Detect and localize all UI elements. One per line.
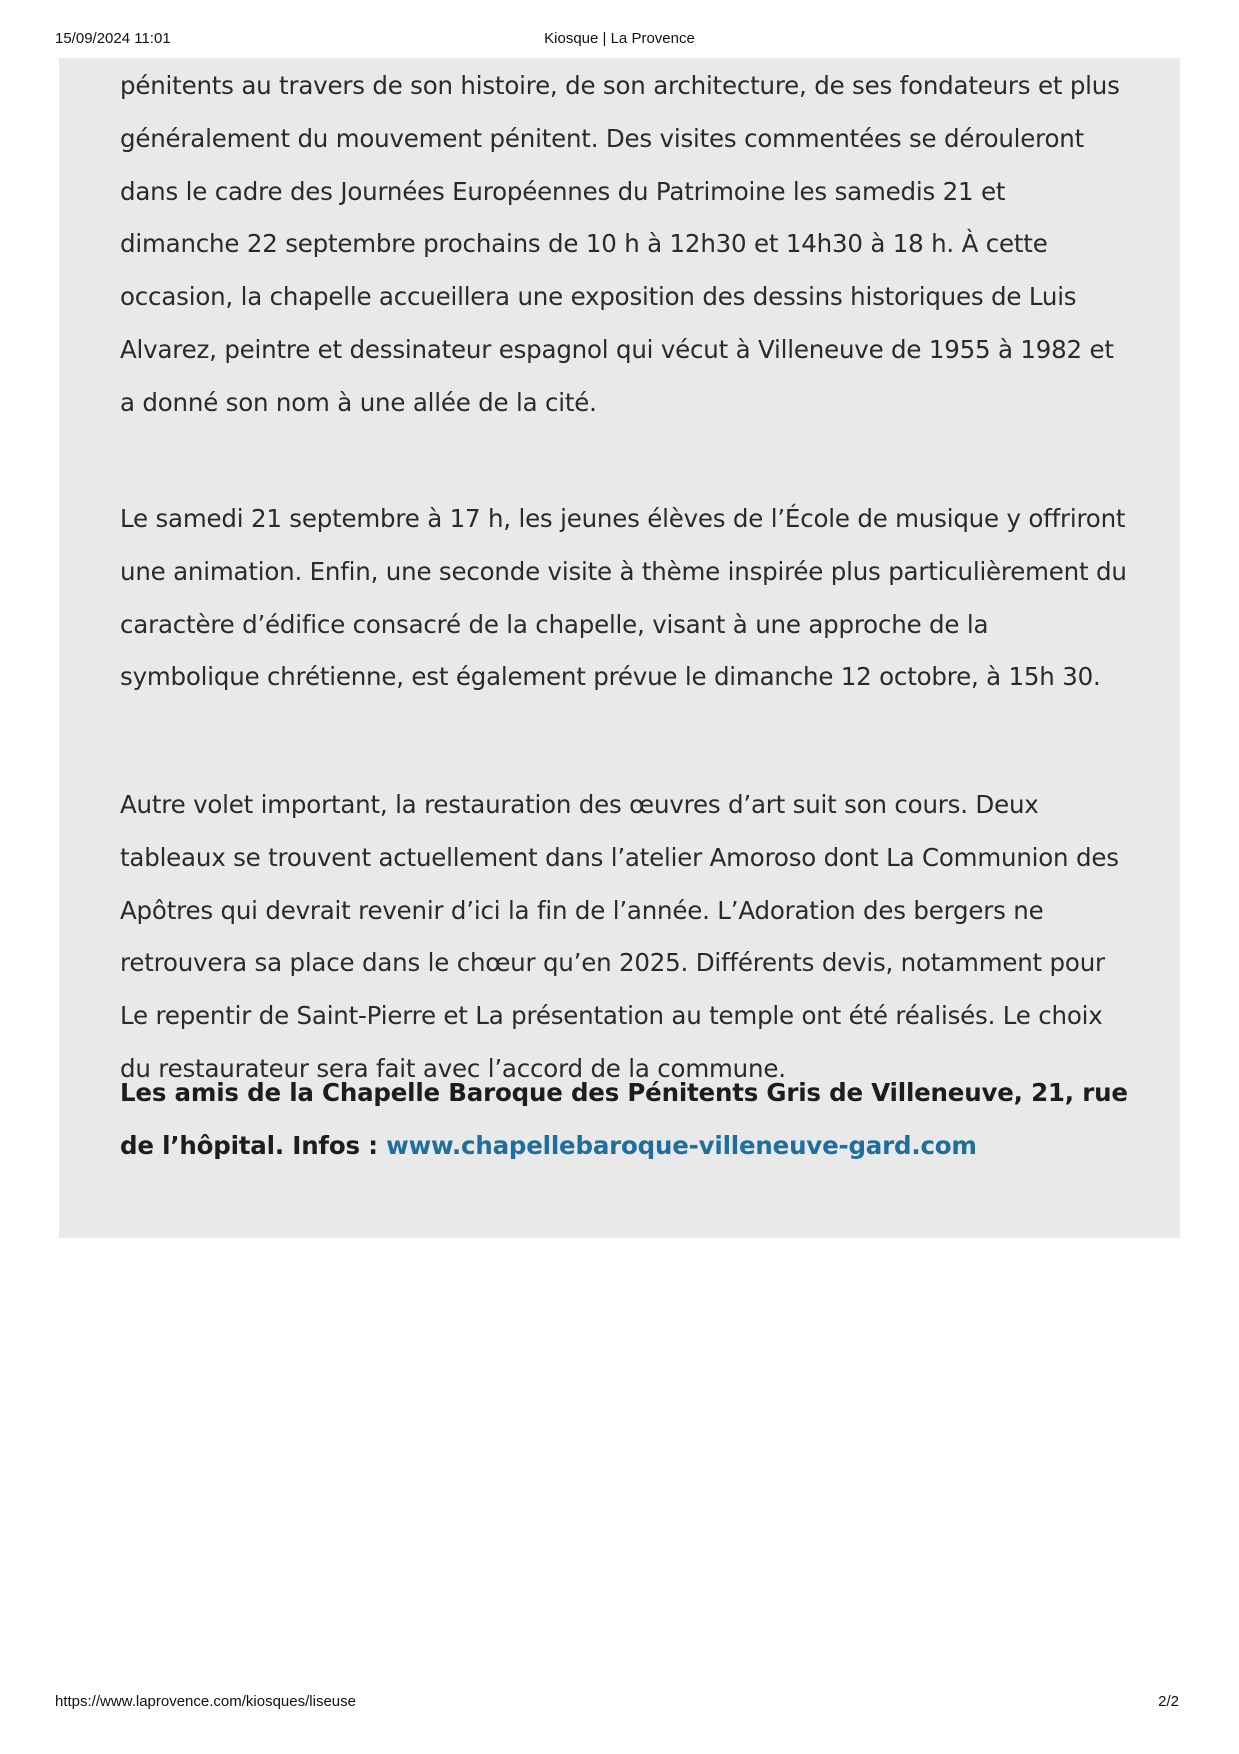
article-paragraph-1: pénitents au travers de son histoire, de son architecture, de ses fondateurs et plus généralement du mouvement pénitent. Des visites commentées se dérouleront dans le cadre des Journées Européennes du Patrimoine les samedis 21 et dimanche 22 septembre prochains de 10 h à 12h30 et 14h30 à 18 h. À cette occasion, la chapelle accueillera une exposition des dessins historiques de Luis Alvarez, peintre et dessinateur espagnol qui vécut à Villeneuve de 1955 à 1982 et a donné son nom à une allée de la cité.	[120, 71, 1120, 417]
print-footer	[0, 1693, 1239, 1715]
print-page-number: 2/2	[1158, 1693, 1179, 1710]
print-url: https://www.laprovence.com/kiosques/liseuse	[55, 1693, 356, 1710]
article-paragraph-2: Le samedi 21 septembre à 17 h, les jeunes élèves de l’École de musique y offriront une animation. Enfin, une seconde visite à thème inspirée plus particulièrement du caractère d’édifice consacré de la chapelle, visant à une approche de la symbolique chrétienne, est également prévue le dimanche 12 octobre, à 15h 30.	[120, 504, 1127, 692]
article-info-paragraph	[120, 1067, 1130, 1173]
print-datetime: 15/09/2024 11:01	[55, 30, 171, 47]
article-paragraph-3: Autre volet important, la restauration des œuvres d’art suit son cours. Deux tableaux se trouvent actuellement dans l’atelier Amoroso dont La Communion des Apôtres qui devrait revenir d’ici la fin de l’année. L’Adoration des bergers ne retrouvera sa place dans le chœur qu’en 2025. Différents devis, notamment pour Le repentir de Saint-Pierre et La présentation au temple ont été réalisés. Le choix du restaurateur sera fait avec l’accord de la commune.	[120, 790, 1119, 1083]
article-info-link[interactable]: www.chapellebaroque-villeneuve-gard.com	[386, 1130, 977, 1160]
print-page-title: Kiosque | La Provence	[544, 30, 695, 47]
article-panel	[59, 58, 1180, 1238]
article-info-text: Les amis de la Chapelle Baroque des Pénitents Gris de Villeneuve, 21, rue de l’hôpital. Infos :	[120, 1078, 1128, 1160]
print-header	[0, 30, 1239, 52]
